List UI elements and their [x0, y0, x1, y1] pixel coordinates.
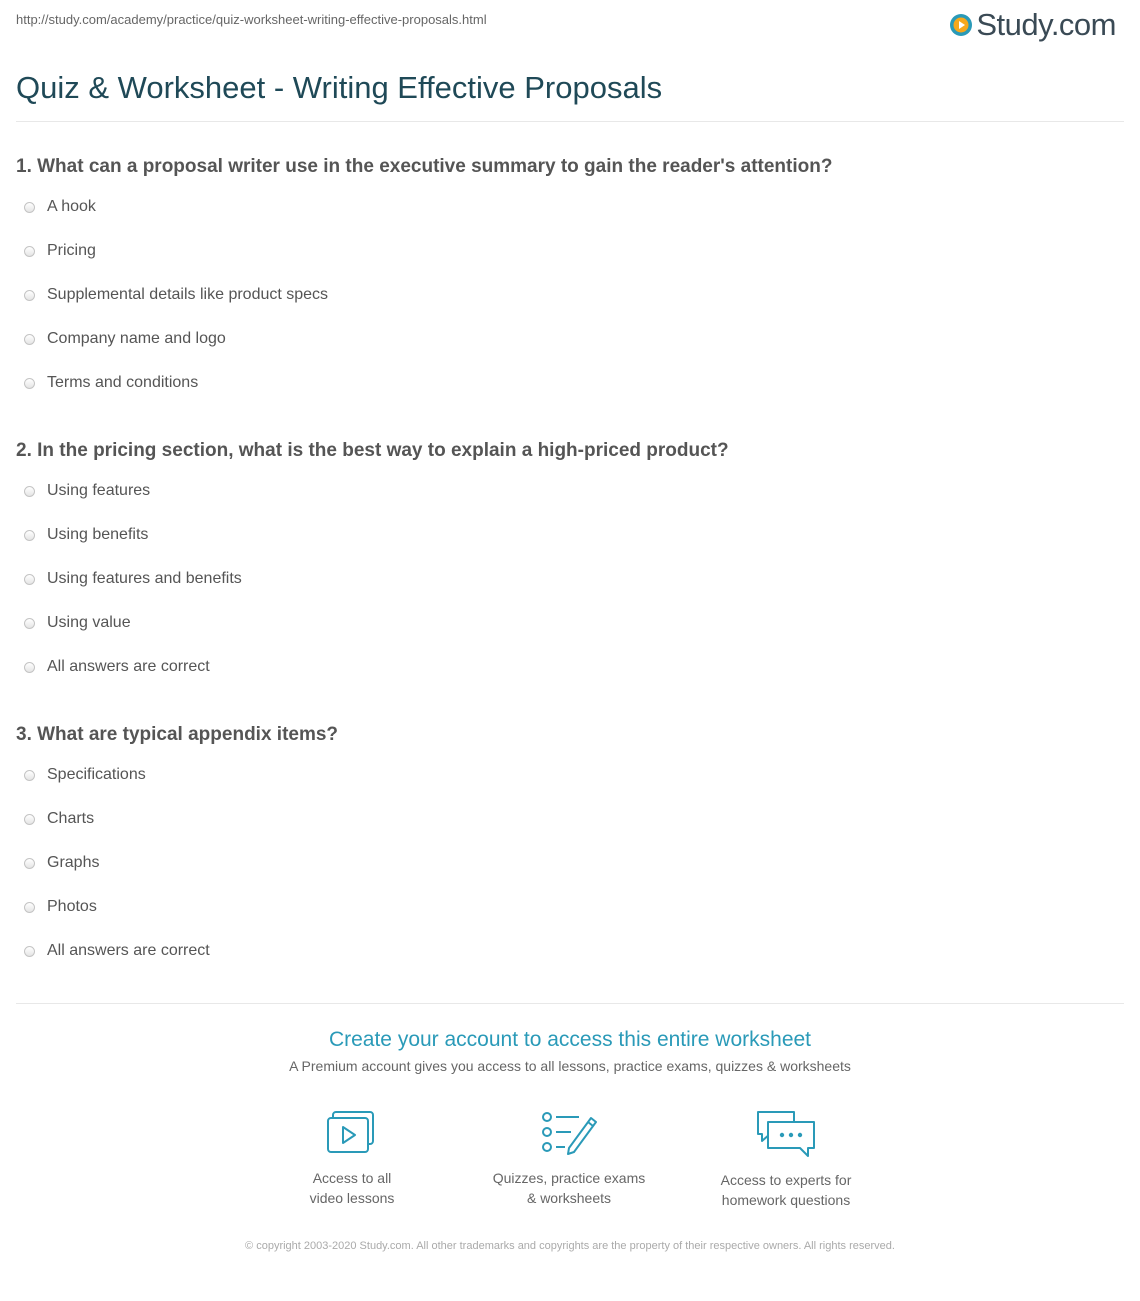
copyright-notice: © copyright 2003-2020 Study.com. All other trademarks and copyrights are the property of their respective owners. All rights reserved.	[245, 1240, 895, 1252]
create-account-link[interactable]: Create your account to access this entire worksheet	[328, 1028, 812, 1051]
radio-button[interactable]	[24, 858, 35, 869]
answer-option[interactable]	[16, 941, 1124, 985]
radio-button[interactable]	[24, 770, 35, 781]
feature-label-line: Quizzes, practice exams	[492, 1170, 646, 1186]
study-logo-icon	[949, 13, 973, 37]
video-lessons-icon	[324, 1108, 380, 1158]
answer-label: Charts	[47, 810, 95, 827]
answer-label: Using benefits	[47, 526, 149, 543]
page-url: http://study.com/academy/practice/quiz-worksheet-writing-effective-proposals.html	[16, 12, 487, 27]
answer-option[interactable]	[16, 285, 1124, 329]
answer-option[interactable]	[16, 481, 1124, 525]
answer-option[interactable]	[16, 853, 1124, 897]
answer-label: A hook	[47, 198, 96, 215]
feature-label-line: Access to all	[312, 1170, 392, 1186]
answer-option[interactable]	[16, 197, 1124, 241]
feature-video-lessons	[252, 1108, 452, 1208]
answer-list	[16, 765, 1124, 985]
answer-label: Using features and benefits	[47, 570, 242, 587]
radio-button[interactable]	[24, 378, 35, 389]
chat-bubbles-icon	[754, 1108, 818, 1160]
feature-label-line: & worksheets	[526, 1190, 612, 1206]
radio-button[interactable]	[24, 290, 35, 301]
answer-label: Photos	[47, 898, 97, 915]
page-title: Quiz & Worksheet - Writing Effective Proposals	[16, 70, 663, 105]
radio-button[interactable]	[24, 202, 35, 213]
feature-label	[686, 1170, 886, 1210]
answer-label: Terms and conditions	[47, 374, 199, 391]
radio-button[interactable]	[24, 814, 35, 825]
answer-option[interactable]	[16, 897, 1124, 941]
answer-label: Graphs	[47, 854, 100, 871]
radio-button[interactable]	[24, 662, 35, 673]
answer-option[interactable]	[16, 525, 1124, 569]
feature-label	[469, 1168, 669, 1208]
answer-label: Specifications	[47, 766, 146, 783]
answer-option[interactable]	[16, 241, 1124, 285]
quiz-checklist-icon	[539, 1108, 599, 1158]
feature-experts	[686, 1108, 886, 1210]
feature-label-line: homework questions	[721, 1192, 851, 1208]
radio-button[interactable]	[24, 902, 35, 913]
question-text: 1. What can a proposal writer use in the executive summary to gain the reader's attention?	[16, 156, 833, 177]
answer-option[interactable]	[16, 329, 1124, 373]
answer-label: All answers are correct	[47, 658, 210, 675]
title-divider	[16, 121, 1124, 122]
answer-list	[16, 197, 1124, 417]
radio-button[interactable]	[24, 334, 35, 345]
answer-label: All answers are correct	[47, 942, 210, 959]
answer-label: Supplemental details like product specs	[47, 286, 329, 303]
answer-option[interactable]	[16, 809, 1124, 853]
feature-label-line: Access to experts for	[720, 1172, 852, 1188]
answer-list	[16, 481, 1124, 701]
promo-divider	[16, 1003, 1124, 1004]
answer-label: Pricing	[47, 242, 96, 259]
question-text: 3. What are typical appendix items?	[16, 724, 339, 745]
answer-option[interactable]	[16, 569, 1124, 613]
question-1	[16, 155, 1124, 417]
question-2	[16, 439, 1124, 701]
answer-label: Company name and logo	[47, 330, 226, 347]
answer-option[interactable]	[16, 765, 1124, 809]
radio-button[interactable]	[24, 574, 35, 585]
radio-button[interactable]	[24, 530, 35, 541]
question-text: 2. In the pricing section, what is the best way to explain a high-priced product?	[16, 440, 729, 461]
radio-button[interactable]	[24, 246, 35, 257]
answer-label: Using features	[47, 482, 151, 499]
question-3	[16, 723, 1124, 985]
study-logo-text: Study.com	[976, 7, 1116, 42]
radio-button[interactable]	[24, 618, 35, 629]
radio-button[interactable]	[24, 946, 35, 957]
feature-quizzes	[469, 1108, 669, 1208]
answer-label: Using value	[47, 614, 131, 631]
premium-description: A Premium account gives you access to all lessons, practice exams, quizzes & worksheets	[289, 1058, 851, 1074]
answer-option[interactable]	[16, 657, 1124, 701]
feature-label	[252, 1168, 452, 1208]
radio-button[interactable]	[24, 486, 35, 497]
study-logo[interactable]	[949, 6, 1116, 44]
answer-option[interactable]	[16, 613, 1124, 657]
feature-label-line: video lessons	[309, 1190, 395, 1206]
answer-option[interactable]	[16, 373, 1124, 417]
